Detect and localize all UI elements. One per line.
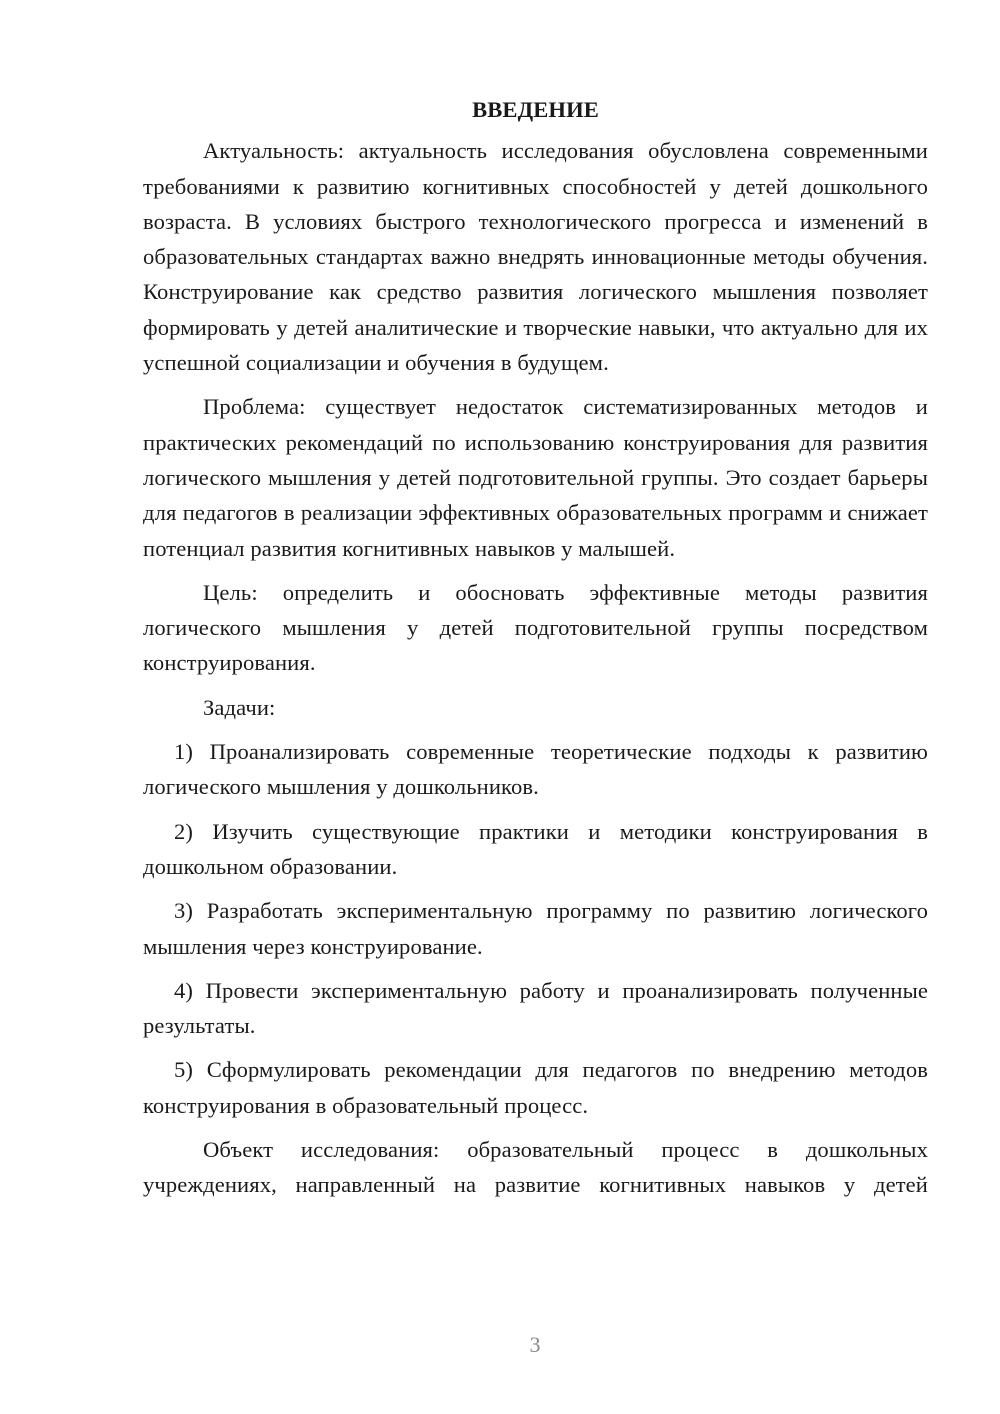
task-item-3: 3) Разработать экспериментальную программу по развитию логического мышления через конструирование.: [143, 898, 928, 959]
task-item-1: 1) Проанализировать современные теоретические подходы к развитию логического мышления у дошкольников.: [143, 739, 928, 800]
document-page: [143, 92, 928, 1203]
task-item-4: 4) Провести экспериментальную работу и проанализировать полученные результаты.: [143, 977, 928, 1039]
page-number: 3: [529, 1332, 541, 1357]
tasks-label: Задачи:: [203, 694, 276, 720]
goal-paragraph: Цель: определить и обосновать эффективные методы развития логического мышления у детей подготовительной группы посредством конструирования.: [143, 579, 928, 676]
relevance-paragraph: Актуальность: актуальность исследования обусловлена современными требованиями к развитию когнитивных способностей у детей дошкольного возраста. В условиях быстрого технологического прогресса и изменений в образовательных стандартах важно внедрять инновационные методы обучения. Конструирование как средство развития логического мышления позволяет формировать у детей аналитические и творческие навыки, что актуально для их успешной социализации и обучения в будущем.: [143, 138, 928, 376]
task-item-2: 2) Изучить существующие практики и методики конструирования в дошкольном образовании.: [143, 818, 928, 879]
object-paragraph: Объект исследования: образовательный процесс в дошкольных учреждениях, направленный на развитие когнитивных навыков у детей: [143, 1137, 928, 1198]
page-title: ВВЕДЕНИЕ: [472, 97, 599, 122]
task-item-5: 5) Сформулировать рекомендации для педагогов по внедрению методов конструирования в образовательный процесс.: [143, 1057, 928, 1118]
problem-paragraph: Проблема: существует недостаток систематизированных методов и практических рекомендаций по использованию конструирования для развития логического мышления у детей подготовительной группы. Это создает барьеры для педагогов в реализации эффективных образовательных программ и снижает потенциал развития когнитивных навыков у малышей.: [143, 394, 928, 561]
